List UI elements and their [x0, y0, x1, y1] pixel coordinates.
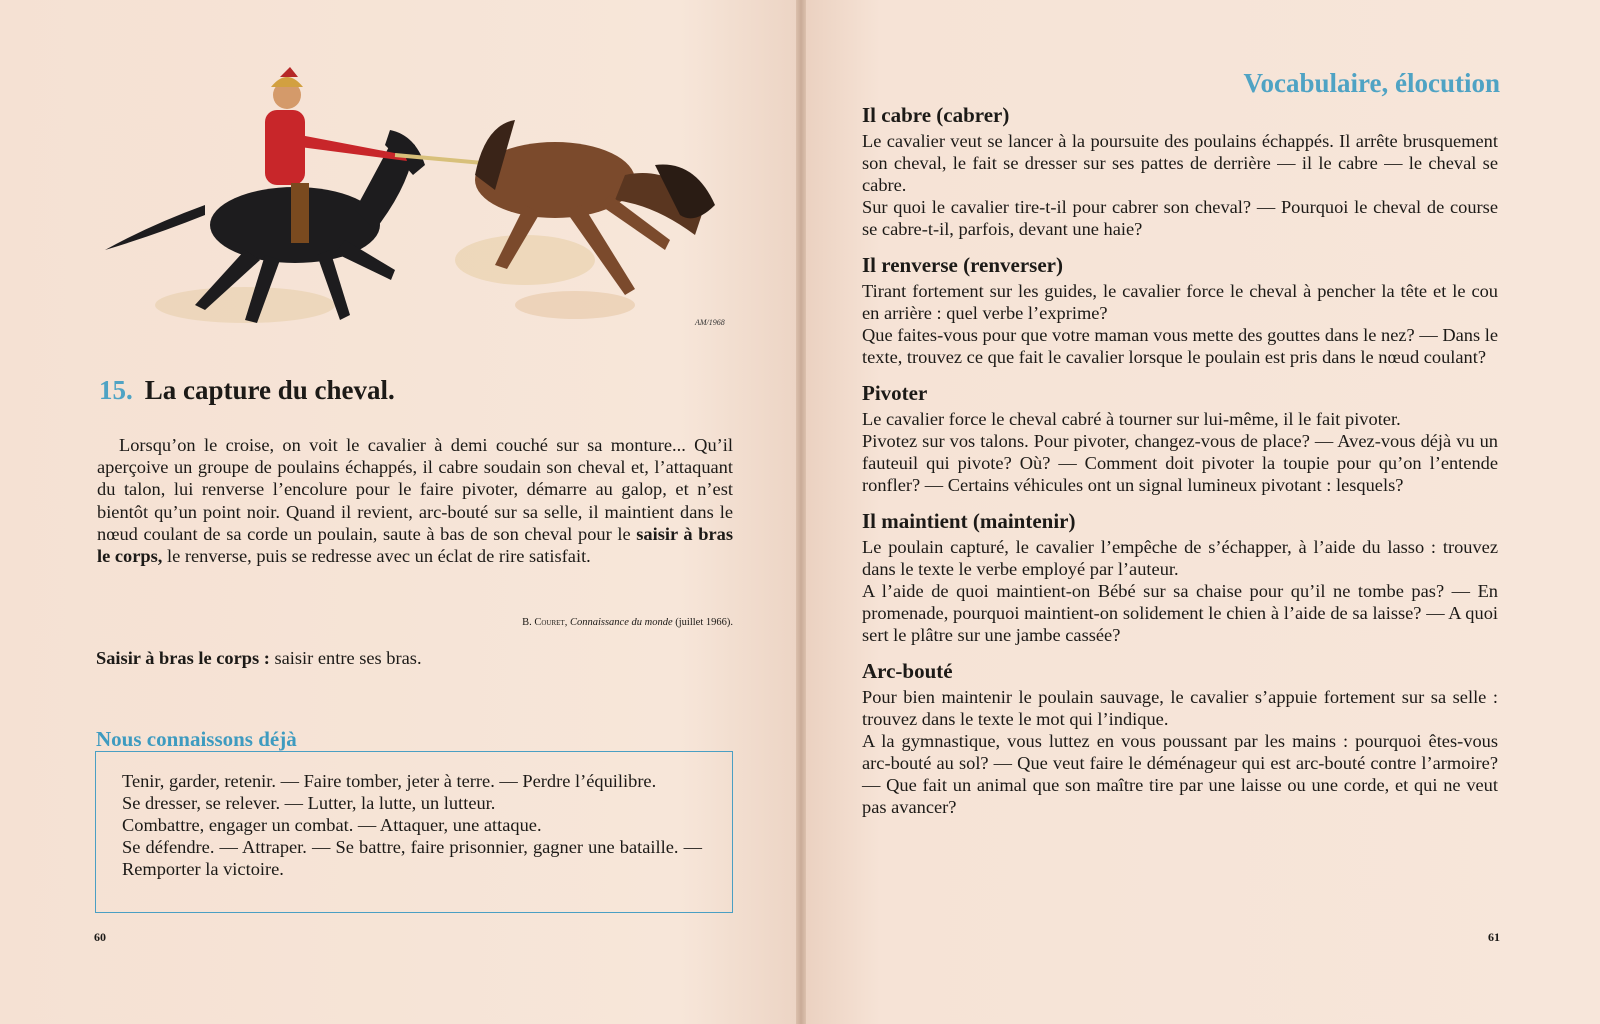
- vocab-section: [862, 510, 1498, 646]
- definition: [96, 648, 422, 669]
- vocab-section-title: Il maintient (maintenir): [862, 509, 1076, 533]
- vocab-section-questions: Sur quoi le cavalier tire-t-il pour cabrer son cheval? — Pourquoi le cheval de course se cabre-t-il, parfois, devant une haie?: [862, 197, 1498, 239]
- vocab-section-title: Pivoter: [862, 381, 928, 405]
- horse-capture-illustration: [95, 65, 735, 340]
- vocab-section-text: Pour bien maintenir le poulain sauvage, le cavalier s’appuie fortement sur sa selle : trouvez dans le texte le mot qui l’indique.: [862, 687, 1498, 729]
- vocab-section-text: Le cavalier force le cheval cabré à tourner sur lui-même, il le fait pivoter.: [862, 409, 1401, 429]
- known-line: Se dresser, se relever. — Lutter, la lutte, un lutteur.: [122, 793, 496, 813]
- source-author: B. Couret,: [522, 617, 568, 628]
- vocab-section-title: Il renverse (renverser): [862, 253, 1063, 277]
- vocab-section-questions: Que faites-vous pour que votre maman vous mette des gouttes dans le nez? — Dans le texte, trouvez ce que fait le cavalier lorsque le poulain est pris dans le nœud coulant?: [862, 325, 1498, 367]
- known-box: [95, 751, 733, 913]
- vocab-section-title: Arc-bouté: [862, 659, 953, 683]
- definition-term: Saisir à bras le corps :: [96, 648, 270, 668]
- vocab-section: [862, 254, 1498, 368]
- source-citation: [522, 617, 733, 628]
- known-line: Combattre, engager un combat. — Attaquer, une attaque.: [122, 815, 542, 835]
- vocab-section: [862, 104, 1498, 240]
- vocab-section-questions: A l’aide de quoi maintient-on Bébé sur sa chaise pour qu’il ne tombe pas? — En promenade, pourquoi maintient-on solidement le chien à l’aide de sa laisse? — A quoi sert le plâtre sur une jambe cassée?: [862, 581, 1498, 645]
- vocab-section-title: Il cabre (cabrer): [862, 103, 1010, 127]
- section-heading: Vocabulaire, élocution: [1243, 68, 1500, 98]
- paragraph-end: le renverse, puis se redresse avec un éclat de rire satisfait.: [162, 546, 591, 567]
- vocab-section-questions: Pivotez sur vos talons. Pour pivoter, changez-vous de place? — Avez-vous déjà vu un fauteuil qui pivote? Où? — Comment doit pivoter la toupie pour qu’on l’entende ronfler? — Certains véhicules ont un signal lumineux pivotant : lesquels?: [862, 431, 1498, 495]
- known-line: Tenir, garder, retenir. — Faire tomber, jeter à terre. — Perdre l’équilibre.: [122, 771, 657, 791]
- source-work: Connaissance du monde: [569, 617, 673, 628]
- source-date: (juillet 1966).: [675, 617, 733, 628]
- vocab-section-text: Tirant fortement sur les guides, le cavalier force le cheval à pencher la tête et le cou en arrière : quel verbe l’exprime?: [862, 281, 1498, 323]
- lesson-paragraph: [97, 434, 733, 567]
- definition-text: saisir entre ses bras.: [269, 648, 422, 668]
- known-title: Nous connaissons déjà: [96, 727, 297, 751]
- page-number-left: 60: [94, 930, 106, 944]
- vocab-section-questions: A la gymnastique, vous luttez en vous poussant par les mains : pourquoi êtes-vous arc-bouté au sol? — Que veut faire le déménageur qui est arc-bouté contre l’armoire? — Que fait un animal que son maître tire par une laisse ou une corde, et qui ne veut pas avancer?: [862, 731, 1498, 817]
- lesson-title: [99, 375, 395, 406]
- vocabulary-column: [862, 104, 1498, 832]
- known-line: Se défendre. — Attraper. — Se battre, faire prisonnier, gagner une bataille. — Remporter la victoire.: [122, 837, 702, 879]
- vocab-section-text: Le cavalier veut se lancer à la poursuite des poulains échappés. Il arrête brusquement son cheval, le fait se dresser sur ses pattes de derrière — il le cabre — le cheval se cabre.: [862, 131, 1498, 195]
- illustration-signature: AM/1968: [695, 318, 725, 327]
- vocab-section: [862, 382, 1498, 496]
- vocab-section: [862, 660, 1498, 818]
- page-number-right: 61: [1488, 930, 1500, 944]
- vocab-section-text: Le poulain capturé, le cavalier l’empêche de s’échapper, à l’aide du lasso : trouvez dans le texte le verbe employé par l’auteur.: [862, 537, 1498, 579]
- lesson-title-text: La capture du cheval.: [144, 375, 395, 405]
- lesson-number: 15.: [99, 375, 133, 405]
- book-gutter: [796, 0, 806, 1024]
- paragraph-text: Lorsqu’on le croise, on voit le cavalier à demi couché sur sa monture... Qu’il aperçoive un groupe de poulains échappés, il cabre soudain son cheval et, l’attaquant du talon, lui renverse l’encolure pour le faire pivoter, démarre au galop, et n’est bientôt qu’un point noir. Quand il revient, arc-bouté sur sa selle, il maintient dans le nœud coulant de sa corde un poulain, saute à bas de son cheval pour le: [97, 435, 733, 544]
- paragraph-bold: saisir à bras le corps,: [97, 523, 733, 567]
